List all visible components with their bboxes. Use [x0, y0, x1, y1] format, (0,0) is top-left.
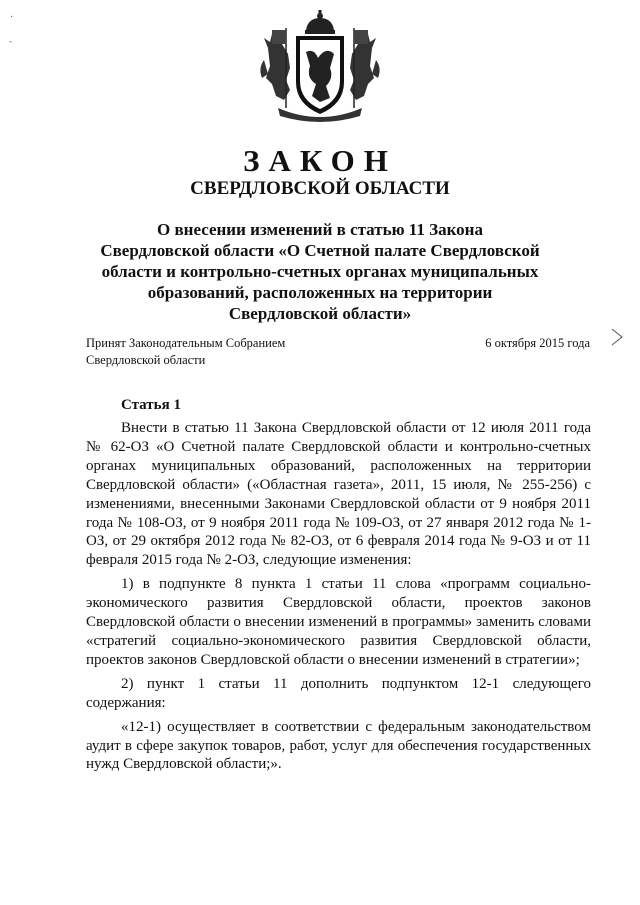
article-paragraph: «12-1) осуществляет в соответствии с федеральным законодательством аудит в сфере закупок товаров, работ, услуг для обеспечения государственных нужд Свердловской области;». [86, 718, 591, 773]
article-paragraph: Внести в статью 11 Закона Свердловской области от 12 июля 2011 года № 62-ОЗ «О Счетной палате Свердловской области и контрольно-счетных органах муниципальных образований, расположенных на территории Свердловской области» («Областная газета», 2011, 15 июля, № 255-256) с изменениями, внесенными Законами Свердловской области от 9 ноября 2011 года № 108-ОЗ, от 9 ноября 2011 года № 109-ОЗ, от 27 января 2012 года № 1-ОЗ, от 29 октября 2012 года № 82-ОЗ, от 6 февраля 2014 года № 9-ОЗ и от 11 февраля 2015 года № 2-ОЗ, следующие изменения: [86, 420, 591, 569]
document-title-line: образований, расположенных на территории [147, 283, 493, 302]
adoption-line: Свердловской области [86, 353, 206, 367]
adoption-note [86, 335, 285, 369]
adoption-date: 6 октября 2015 года [485, 336, 590, 350]
article-paragraph: 1) в подпункте 8 пункта 1 статьи 11 слова «программ социально-экономического развития Свердловской области, проектов законов Свердловской области о внесении изменений в программы» заменить словами «стратегий социально-экономического развития Свердловской области, проектов законов Свердловской области о внесении изменений в стратегии»; [86, 576, 591, 668]
scan-mark: · [10, 12, 14, 23]
article-body [86, 419, 591, 779]
coat-of-arms-icon [256, 8, 384, 126]
document-title-line: Свердловской области» [228, 304, 412, 323]
article-paragraph: 2) пункт 1 статьи 11 дополнить подпунктом 12-1 следующего содержания: [86, 675, 591, 711]
document-title-line: области и контрольно-счетных органах муниципальных [101, 262, 539, 281]
document-title-line: Свердловской области «О Счетной палате Свердловской [100, 241, 540, 260]
article-heading: Статья 1 [121, 397, 181, 413]
law-title: ЗАКОН [243, 143, 397, 178]
margin-mark-icon [610, 327, 624, 347]
document-title-line: О внесении изменений в статью 11 Закона [157, 220, 483, 239]
region-title: СВЕРДЛОВСКОЙ ОБЛАСТИ [190, 178, 450, 199]
scan-mark-side: - [9, 36, 12, 46]
adoption-line: Принят Законодательным Собранием [86, 336, 286, 350]
document-title [100, 219, 540, 324]
